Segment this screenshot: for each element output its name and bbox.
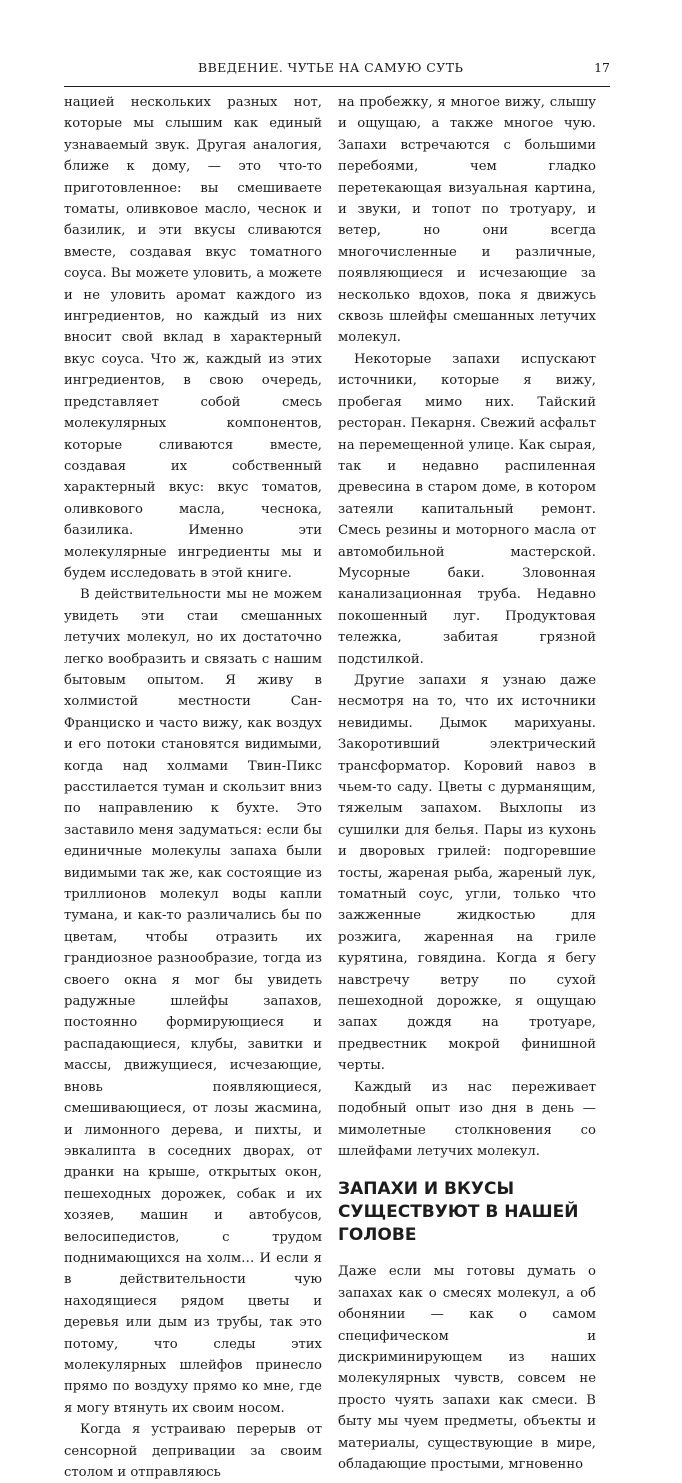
- paragraph: Даже если мы готовы думать о запахах как о смесях молекул, а об обонянии — как о самом специфическом и дискриминирующем из наших молекулярных чувств, совсем не просто чуять запахи как смеси. В быту мы чуем предметы, объекты и материалы, существующие в мире, обладающие простыми, мгновенно: [338, 1264, 596, 1472]
- paragraph: на пробежку, я многое вижу, слышу и ощущаю, а также многое чую. Запахи встречаются с большими перебоями, чем гладко перетекающая визуальная картина, и звуки, и топот по тротуару, и ветер, но они всегда многочисленные и различные, появляющиеся и исчезающие за несколько вдохов, пока я движусь сквозь шлейфы смешанных летучих молекул.: [338, 95, 596, 346]
- paragraph: Когда я устраиваю перерыв от сенсорной депривации за своим столом и отправляюсь: [64, 1422, 322, 1480]
- page-number: 17: [594, 60, 610, 75]
- section-heading: ЗАПАХИ И ВКУСЫ СУЩЕСТВУЮТ В НАШЕЙ ГОЛОВЕ: [338, 1179, 579, 1246]
- paragraph: Некоторые запахи испускают источники, которые я вижу, пробегая мимо них. Тайский ресторан. Пекарня. Свежий асфальт на перемещенной улице. Как сырая, так и недавно распиленная древесина в старом доме, в котором затеяли капитальный ремонт. Смесь резины и моторного масла от автомобильной мастерской. Мусорные баки. Зловонная канализационная труба. Недавно покошенный луг. Продуктовая тележка, забитая грязной подстилкой.: [338, 351, 596, 667]
- paragraph: В действительности мы не можем увидеть эти стаи смешанных летучих молекул, но их достаточно легко вообразить и связать с нашим бытовым опытом. Я живу в холмистой местности Сан-Франциско и часто вижу, как воздух и его потоки становятся видимыми, когда над холмами Твин-Пикс расстилается туман и скользит вниз по направлению к бухте. Это заставило меня задуматься: если бы единичные молекулы запаха были видимыми так же, как состоящие из триллионов молекул воды капли тумана, и как-то различались бы по цветам, чтобы отразить их грандиозное разнообразие, тогда из своего окна я мог бы увидеть радужные шлейфы запахов, постоянно формирующиеся и распадающиеся, клубы, завитки и массы, движущиеся, исчезающие, вновь появляющиеся, смешивающиеся, от лозы жасмина, и лимонного дерева, и пихты, и эвкалипта в соседних дворах, от дранки на крыше, открытых окон, пешеходных дорожек, собак и их хозяев, машин и автобусов, велосипедистов, с трудом поднимающихся на холм… И если я в действительности чую находящиеся рядом цветы и деревья или дым из трубы, так это потому, что следы этих молекулярных шлейфов принесло прямо по воздуху прямо ко мне, где я могу втянуть их своим носом.: [64, 587, 322, 1416]
- paragraph: Другие запахи я узнаю даже несмотря на то, что их источники невидимы. Дымок марихуаны. Закоротивший электрический трансформатор. Коровий навоз в чьем-то саду. Цветы с дурманящим, тяжелым запахом. Выхлопы из сушилки для белья. Пары из кухонь и дворовых грилей: подгоревшие тосты, жареная рыба, жареный лук, томатный соус, угли, только что зажженные жидкостью для розжига, жаренная на гриле курятина, говядина. Когда я бегу навстречу ветру по сухой пешеходной дорожке, я ощущаю запах дождя на тротуаре, предвестник мокрой финишной черты.: [338, 672, 596, 1074]
- running-head: [64, 56, 610, 87]
- right-column: [338, 92, 596, 1475]
- paragraph: нацией нескольких разных нот, которые мы слышим как единый узнаваемый звук. Другая аналогия, ближе к дому, — это что-то приготовленное: вы смешиваете томаты, оливковое масло, чеснок и базилик, и эти вкусы сливаются вместе, создавая вкус томатного соуса. Вы можете уловить, а можете и не уловить аромат каждого из ингредиентов, но каждый из них вносит свой вклад в характерный вкус соуса. Что ж, каждый из этих ингредиентов, в свою очередь, представляет собой смесь молекулярных компонентов, которые сливаются вместе, создавая их собственный характерный вкус: вкус томатов, оливкового масла, чеснока, базилика. Именно эти молекулярные ингредиенты мы и будем исследовать в этой книге.: [64, 95, 322, 581]
- left-column: [64, 92, 322, 1483]
- paragraph: Каждый из нас переживает подобный опыт изо дня в день — мимолетные столкновения со шлейфами летучих молекул.: [338, 1079, 596, 1159]
- chapter-title: ВВЕДЕНИЕ. ЧУТЬЕ НА САМУЮ СУТЬ: [198, 60, 464, 75]
